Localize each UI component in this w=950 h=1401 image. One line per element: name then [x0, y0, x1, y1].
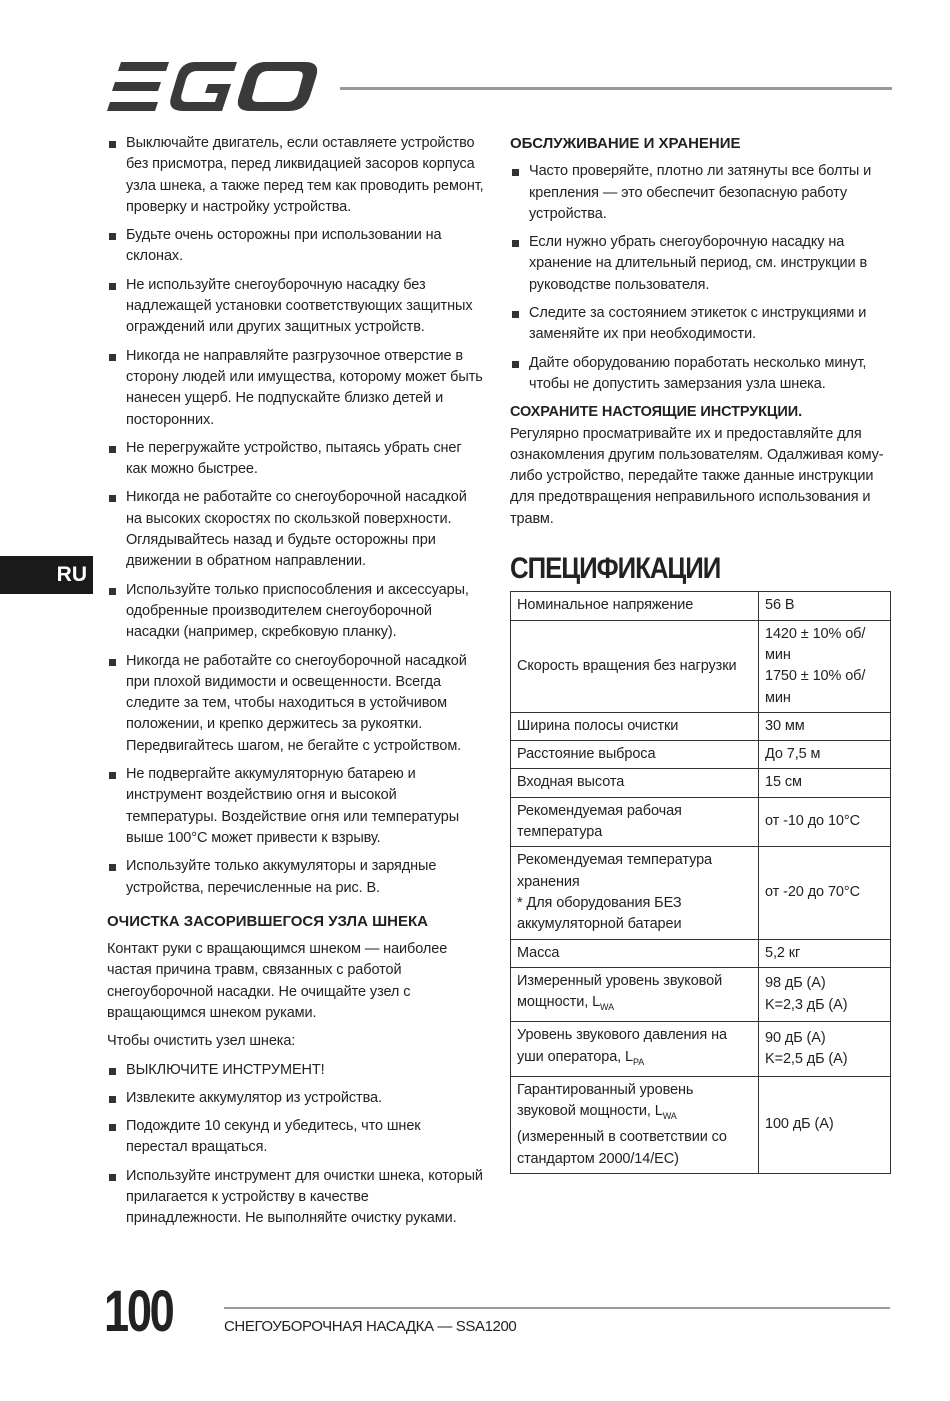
table-row [511, 741, 891, 769]
table-row [511, 769, 891, 797]
list-item: Извлеките аккумулятор из устройства. [107, 1088, 485, 1109]
spec-key [511, 1076, 759, 1173]
list-item: Будьте очень осторожны при использовании на склонах. [107, 225, 485, 268]
table-row [511, 797, 891, 847]
spec-value [759, 967, 891, 1021]
spec-key-note: * Для оборудования БЕЗ аккумуляторной батареи [517, 894, 682, 933]
footer-doc-title: СНЕГОУБОРОЧНАЯ НАСАДКА — SSA1200 [224, 1318, 517, 1335]
spec-value-line: 1750 ± 10% об/мин [765, 668, 866, 706]
spec-key: Входная высота [511, 769, 759, 797]
table-row [511, 1022, 891, 1076]
spec-value: 100 дБ (A) [759, 1076, 891, 1173]
spec-key: Рекомендуемая рабочая температура [511, 797, 759, 847]
spec-key-subscript: WA [662, 1110, 677, 1121]
list-item: Не используйте снегоуборочную насадку без надлежащей установки соответствующих защитных ограждений или других защитных устройств. [107, 275, 485, 339]
spec-value-line: 1420 ± 10% об/мин [765, 625, 866, 663]
table-row [511, 1076, 891, 1173]
list-item: Используйте инструмент для очистки шнека, который прилагается к устройству в качестве принадлежности. Не выполняйте очистку руками. [107, 1166, 485, 1230]
list-item: Дайте оборудованию поработать несколько минут, чтобы не допустить замерзания узла шнека. [510, 353, 892, 396]
list-item: Никогда не работайте со снегоуборочной насадкой на высоких скоростях по скользкой поверхности. Оглядывайтесь назад и будьте осторожны при движении в обратном направлении. [107, 487, 485, 572]
list-item: Выключайте двигатель, если оставляете устройство без присмотра, перед ликвидацией засоров корпуса узла шнека, а также перед тем как проводить ремонт, проверку и настройку устройства. [107, 133, 485, 218]
spec-key-subscript: PA [633, 1056, 645, 1067]
spec-value: 30 мм [759, 712, 891, 740]
spec-title: СПЕЦИФИКАЦИИ [510, 552, 721, 586]
save-instructions [510, 402, 892, 530]
list-item: Используйте только приспособления и аксессуары, одобренные производителем снегоуборочной насадки (например, скребковую планку). [107, 580, 485, 644]
table-row [511, 620, 891, 712]
table-row [511, 712, 891, 740]
spec-key-note: (измеренный в соответствии со стандартом 2000/14/EC) [517, 1129, 727, 1167]
spec-key: Масса [511, 939, 759, 967]
spec-value [759, 620, 891, 712]
save-title: СОХРАНИТЕ НАСТОЯЩИЕ ИНСТРУКЦИИ. [510, 404, 802, 421]
list-item: Если нужно убрать снегоуборочную насадку на хранение на длительный период, см. инструкции в руководстве пользователя. [510, 232, 892, 296]
list-item: Следите за состоянием этикеток с инструкциями и заменяйте их при необходимости. [510, 303, 892, 346]
footer-rule [224, 1307, 890, 1309]
maintenance-list [510, 161, 892, 395]
list-item: Никогда не направляйте разгрузочное отверстие в сторону людей или имущества, которому может быть нанесен ущерб. Не подпускайте близко детей и посторонних. [107, 346, 485, 431]
save-text: Регулярно просматривайте их и предоставляйте для ознакомления другим пользователям. Одалживая кому-либо устройство, передайте также данные инструкции для предотвращения неправильного использования и травм. [510, 425, 884, 527]
paragraph: Чтобы очистить узел шнека: [107, 1033, 296, 1050]
list-item: Часто проверяйте, плотно ли затянуты все болты и крепления — это обеспечит безопасную работу устройства. [510, 161, 892, 225]
spec-key: Номинальное напряжение [511, 592, 759, 620]
spec-key-subscript: WA [600, 1001, 615, 1012]
spec-value: До 7,5 м [759, 741, 891, 769]
header-rule [340, 87, 892, 90]
spec-key [511, 967, 759, 1021]
spec-key [511, 1022, 759, 1076]
spec-value: от -10 до 10°C [759, 797, 891, 847]
paragraph: Контакт руки с вращающимся шнеком — наиболее частая причина травм, связанных с работой снегоуборочной насадки. Не очищайте узел с вращающимся шнеком руками. [107, 941, 448, 1021]
spec-value: от -20 до 70°C [759, 847, 891, 939]
safety-list [107, 133, 485, 899]
list-item: ВЫКЛЮЧИТЕ ИНСТРУМЕНТ! [107, 1060, 485, 1081]
spec-table [510, 591, 891, 1174]
section-heading-clean: ОЧИСТКА ЗАСОРИВШЕГОСЯ УЗЛА ШНЕКА [107, 912, 428, 930]
spec-value: 15 см [759, 769, 891, 797]
section-heading-maintenance: ОБСЛУЖИВАНИЕ И ХРАНЕНИЕ [510, 135, 741, 152]
spec-key-text: Измеренный уровень звуковой мощности, L [517, 972, 723, 1011]
list-item: Подождите 10 секунд и убедитесь, что шнек перестал вращаться. [107, 1116, 485, 1159]
spec-value: 56 В [759, 592, 891, 620]
spec-key [511, 847, 759, 939]
spec-key-line: Рекомендуемая температура хранения [517, 852, 712, 890]
steps-list [107, 1060, 485, 1230]
spec-value-line: K=2,3 дБ (A) [765, 996, 848, 1013]
spec-value-line: K=2,5 дБ (A) [765, 1051, 848, 1068]
list-item: Никогда не работайте со снегоуборочной насадкой при плохой видимости и освещенности. Всегда следите за тем, чтобы находиться в устойчивом положении, и крепко держитесь за рукоятки. Передвигайтесь шагом, не бегайте с устройством. [107, 651, 485, 757]
left-column [107, 133, 485, 1237]
table-row [511, 592, 891, 620]
table-row [511, 847, 891, 939]
spec-key-text: Гарантированный уровень звуковой мощности, L [517, 1081, 694, 1120]
language-tab: RU [0, 556, 93, 594]
list-item: Не подвергайте аккумуляторную батарею и инструмент воздействию огня и высокой температуры. Воздействие огня или температуры выше 100°C может привести к взрыву. [107, 764, 485, 849]
spec-value: 5,2 кг [759, 939, 891, 967]
list-item: Используйте только аккумуляторы и зарядные устройства, перечисленные на рис. B. [107, 856, 485, 899]
ego-logo [107, 62, 319, 112]
page-number: 100 [104, 1279, 173, 1344]
table-row [511, 939, 891, 967]
spec-key: Скорость вращения без нагрузки [511, 620, 759, 712]
spec-key: Ширина полосы очистки [511, 712, 759, 740]
spec-value-line: 90 дБ (A) [765, 1029, 826, 1046]
list-item: Не перегружайте устройство, пытаясь убрать снег как можно быстрее. [107, 438, 485, 481]
right-column [510, 133, 892, 1174]
table-row [511, 967, 891, 1021]
spec-value [759, 1022, 891, 1076]
spec-key: Расстояние выброса [511, 741, 759, 769]
spec-key-text: Уровень звукового давления на уши оператора, L [517, 1027, 727, 1065]
spec-value-line: 98 дБ (A) [765, 975, 826, 992]
